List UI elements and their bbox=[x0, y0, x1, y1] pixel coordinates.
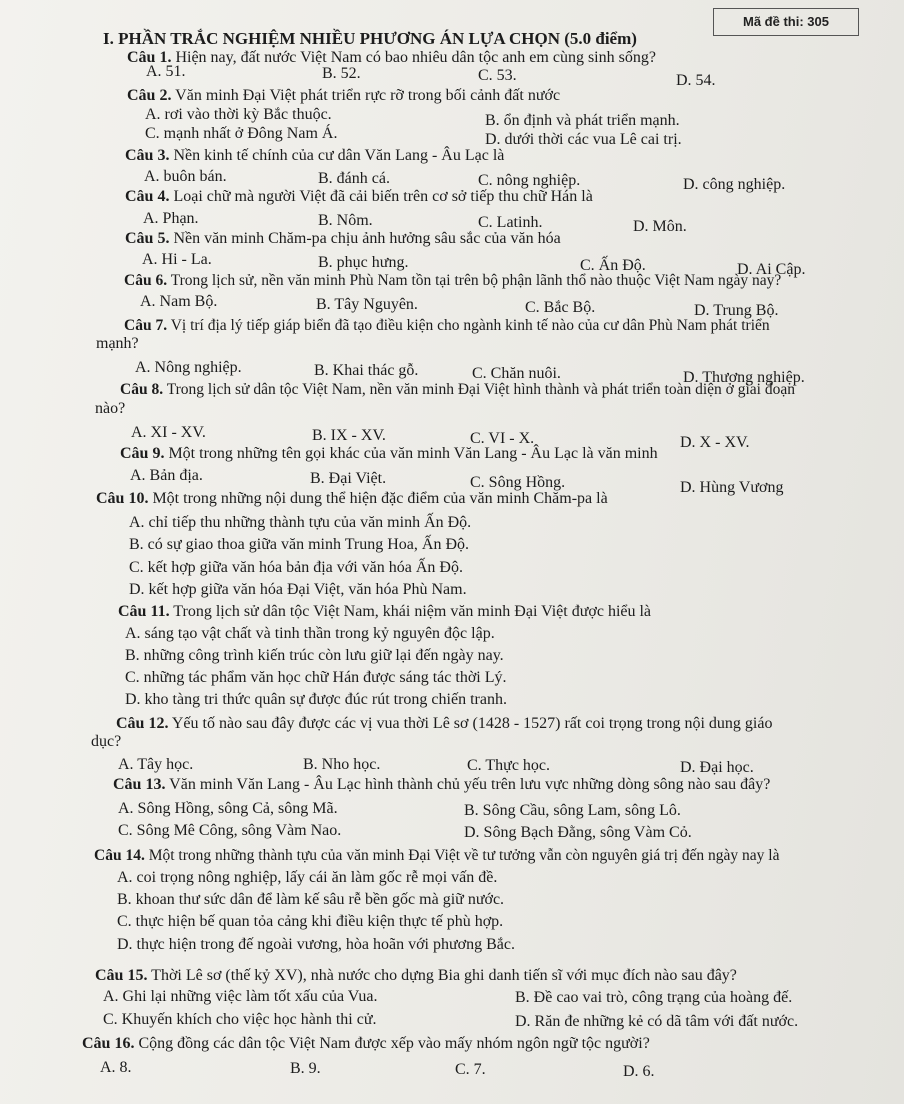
question-number: Câu 10. bbox=[96, 490, 149, 507]
question-7-continued: mạnh? bbox=[96, 335, 139, 352]
option-8b[interactable]: B. IX - XV. bbox=[312, 427, 386, 444]
option-15c[interactable]: C. Khuyến khích cho việc học hành thi cử. bbox=[103, 1011, 377, 1028]
question-number: Câu 1. bbox=[127, 49, 172, 66]
option-11a[interactable]: A. sáng tạo vật chất và tinh thần trong kỷ nguyên độc lập. bbox=[125, 625, 495, 642]
question-number: Câu 11. bbox=[118, 603, 170, 620]
question-number: Câu 2. bbox=[127, 87, 172, 104]
question-text: Một trong những thành tựu của văn minh Đại Việt về tư tưởng vẫn còn nguyên giá trị đến ngày nay là bbox=[148, 847, 780, 864]
option-4a[interactable]: A. Phạn. bbox=[143, 210, 199, 227]
option-6b[interactable]: B. Tây Nguyên. bbox=[316, 296, 418, 313]
option-3a[interactable]: A. buôn bán. bbox=[144, 168, 227, 185]
option-2a[interactable]: A. rơi vào thời kỳ Bắc thuộc. bbox=[145, 106, 332, 123]
question-text: Văn minh Văn Lang - Âu Lạc hình thành chủ yếu trên lưu vực những dòng sông nào sau đây? bbox=[169, 776, 771, 793]
option-6a[interactable]: A. Nam Bộ. bbox=[140, 293, 218, 310]
option-8c[interactable]: C. VI - X. bbox=[470, 430, 535, 447]
question-number: Câu 7. bbox=[124, 317, 168, 334]
question-number: Câu 5. bbox=[125, 230, 170, 247]
option-11b[interactable]: B. những công trình kiến trúc còn lưu giữ lại đến ngày nay. bbox=[125, 647, 504, 664]
option-10b[interactable]: B. có sự giao thoa giữa văn minh Trung Hoa, Ấn Độ. bbox=[129, 536, 469, 553]
question-1 bbox=[127, 48, 656, 67]
option-2c[interactable]: C. mạnh nhất ở Đông Nam Á. bbox=[145, 125, 338, 142]
question-number: Câu 12. bbox=[116, 715, 169, 732]
question-number: Câu 16. bbox=[82, 1035, 135, 1052]
question-12 bbox=[116, 714, 772, 733]
option-15a[interactable]: A. Ghi lại những việc làm tốt xấu của Vua. bbox=[103, 988, 378, 1005]
question-7 bbox=[124, 316, 770, 335]
option-14b[interactable]: B. khoan thư sức dân để làm kế sâu rễ bền gốc mà giữ nước. bbox=[117, 891, 505, 908]
option-16a[interactable]: A. 8. bbox=[100, 1059, 132, 1076]
question-text: Văn minh Đại Việt phát triển rực rỡ trong bối cảnh đất nước bbox=[175, 87, 561, 104]
option-12d[interactable]: D. Đại học. bbox=[680, 759, 754, 776]
option-1d[interactable]: D. 54. bbox=[676, 72, 716, 89]
option-13c[interactable]: C. Sông Mê Công, sông Vàm Nao. bbox=[118, 822, 342, 839]
question-text: Thời Lê sơ (thế kỷ XV), nhà nước cho dựng Bia ghi danh tiến sĩ với mục đích nào sau đây? bbox=[151, 967, 737, 984]
option-12b[interactable]: B. Nho học. bbox=[303, 756, 381, 773]
option-13b[interactable]: B. Sông Cầu, sông Lam, sông Lô. bbox=[464, 802, 681, 819]
option-7c[interactable]: C. Chăn nuôi. bbox=[472, 365, 561, 382]
option-9a[interactable]: A. Bản địa. bbox=[130, 467, 203, 484]
question-13 bbox=[113, 775, 770, 794]
option-9b[interactable]: B. Đại Việt. bbox=[310, 470, 387, 487]
option-4c[interactable]: C. Latinh. bbox=[478, 214, 543, 231]
option-5c[interactable]: C. Ấn Độ. bbox=[580, 257, 646, 274]
option-9d[interactable]: D. Hùng Vương bbox=[680, 479, 784, 496]
option-4b[interactable]: B. Nôm. bbox=[318, 212, 373, 229]
option-16c[interactable]: C. 7. bbox=[455, 1061, 486, 1078]
question-text: Cộng đồng các dân tộc Việt Nam được xếp vào mấy nhóm ngôn ngữ tộc người? bbox=[138, 1035, 650, 1052]
option-10a[interactable]: A. chỉ tiếp thu những thành tựu của văn minh Ấn Độ. bbox=[129, 514, 472, 531]
option-1c[interactable]: C. 53. bbox=[478, 67, 517, 84]
question-number: Câu 8. bbox=[120, 381, 164, 398]
exam-code-box bbox=[713, 8, 859, 36]
option-7a[interactable]: A. Nông nghiệp. bbox=[135, 359, 242, 376]
question-number: Câu 3. bbox=[125, 147, 170, 164]
option-14a[interactable]: A. coi trọng nông nghiệp, lấy cái ăn làm gốc rễ mọi vấn đề. bbox=[117, 869, 498, 886]
question-text: Nền kinh tế chính của cư dân Văn Lang - Âu Lạc là bbox=[173, 147, 505, 164]
question-6 bbox=[124, 271, 781, 290]
option-10c[interactable]: C. kết hợp giữa văn hóa bản địa với văn hóa Ấn Độ. bbox=[129, 559, 463, 576]
question-number: Câu 6. bbox=[124, 272, 168, 289]
option-5a[interactable]: A. Hi - La. bbox=[142, 251, 212, 268]
question-number: Câu 14. bbox=[94, 847, 145, 864]
option-13a[interactable]: A. Sông Hồng, sông Cả, sông Mã. bbox=[118, 800, 338, 817]
question-number: Câu 4. bbox=[125, 188, 170, 205]
option-7d[interactable]: D. Thương nghiệp. bbox=[683, 369, 805, 386]
option-3d[interactable]: D. công nghiệp. bbox=[683, 176, 786, 193]
option-14d[interactable]: D. thực hiện trong đế ngoài vương, hòa hoãn với phương Bắc. bbox=[117, 936, 515, 953]
question-8 bbox=[120, 380, 795, 399]
question-text: Yếu tố nào sau đây được các vị vua thời Lê sơ (1428 - 1527) rất coi trọng trong nội dung giáo bbox=[171, 715, 773, 732]
option-2b[interactable]: B. ổn định và phát triển mạnh. bbox=[485, 112, 680, 129]
option-9c[interactable]: C. Sông Hồng. bbox=[470, 474, 566, 491]
question-3 bbox=[125, 146, 504, 165]
question-12-continued: dục? bbox=[91, 733, 122, 750]
option-12a[interactable]: A. Tây học. bbox=[118, 756, 194, 773]
question-10 bbox=[96, 489, 608, 508]
option-5b[interactable]: B. phục hưng. bbox=[318, 254, 409, 271]
question-9 bbox=[120, 444, 658, 463]
option-7b[interactable]: B. Khai thác gỗ. bbox=[314, 362, 419, 379]
question-8-continued: nào? bbox=[95, 400, 126, 417]
option-3b[interactable]: B. đánh cá. bbox=[318, 170, 390, 187]
question-number: Câu 13. bbox=[113, 776, 166, 793]
question-15 bbox=[95, 966, 737, 985]
option-8a[interactable]: A. XI - XV. bbox=[131, 424, 206, 441]
option-2d[interactable]: D. dưới thời các vua Lê cai trị. bbox=[485, 131, 682, 148]
question-text: Một trong những nội dung thể hiện đặc điểm của văn minh Chăm-pa là bbox=[152, 490, 608, 507]
option-5d[interactable]: D. Ai Cập. bbox=[737, 261, 806, 278]
option-13d[interactable]: D. Sông Bạch Đằng, sông Vàm Cỏ. bbox=[464, 824, 692, 841]
option-16b[interactable]: B. 9. bbox=[290, 1060, 321, 1077]
question-4 bbox=[125, 187, 593, 206]
option-16d[interactable]: D. 6. bbox=[623, 1063, 655, 1080]
question-5 bbox=[125, 229, 561, 248]
question-11 bbox=[118, 602, 651, 621]
question-number: Câu 15. bbox=[95, 967, 148, 984]
question-text: Trong lịch sử dân tộc Việt Nam, nền văn minh Đại Việt hình thành và phát triển toàn diện ở giai đoạn bbox=[166, 381, 795, 398]
option-15d[interactable]: D. Răn đe những kẻ có dã tâm với đất nước. bbox=[515, 1013, 799, 1030]
question-number: Câu 9. bbox=[120, 445, 165, 462]
option-1b[interactable]: B. 52. bbox=[322, 65, 361, 82]
question-text: Hiện nay, đất nước Việt Nam có bao nhiêu dân tộc anh em cùng sinh sống? bbox=[175, 49, 656, 66]
question-text: Trong lịch sử, nền văn minh Phù Nam tồn tại trên bộ phận lãnh thổ nào thuộc Việt Nam ngày nay? bbox=[170, 272, 782, 289]
option-11d[interactable]: D. kho tàng tri thức quân sự được đúc rút trong chiến tranh. bbox=[125, 691, 507, 708]
exam-code-label: Mã đề thi: 305 bbox=[743, 14, 829, 29]
question-14 bbox=[94, 846, 779, 865]
option-10d[interactable]: D. kết hợp giữa văn hóa Đại Việt, văn hóa Phù Nam. bbox=[129, 581, 467, 598]
option-15b[interactable]: B. Đề cao vai trò, công trạng của hoàng đế. bbox=[515, 989, 793, 1006]
option-6c[interactable]: C. Bắc Bộ. bbox=[525, 299, 596, 316]
option-1a[interactable]: A. 51. bbox=[146, 63, 186, 80]
option-12c[interactable]: C. Thực học. bbox=[467, 757, 551, 774]
question-2 bbox=[127, 86, 560, 105]
option-6d[interactable]: D. Trung Bộ. bbox=[694, 302, 779, 319]
option-11c[interactable]: C. những tác phẩm văn học chữ Hán được sáng tác thời Lý. bbox=[125, 669, 507, 686]
option-4d[interactable]: D. Môn. bbox=[633, 218, 687, 235]
question-text: Trong lịch sử dân tộc Việt Nam, khái niệm văn minh Đại Việt được hiểu là bbox=[173, 603, 652, 620]
question-text: Vị trí địa lý tiếp giáp biển đã tạo điều kiện cho ngành kinh tế nào của cư dân Phù Nam phát triển bbox=[170, 317, 770, 334]
question-text: Nền văn minh Chăm-pa chịu ảnh hưởng sâu sắc của văn hóa bbox=[173, 230, 561, 247]
section-title: I. PHẦN TRẮC NGHIỆM NHIỀU PHƯƠNG ÁN LỰA CHỌN (5.0 điểm) bbox=[103, 29, 637, 48]
option-8d[interactable]: D. X - XV. bbox=[680, 434, 750, 451]
option-3c[interactable]: C. nông nghiệp. bbox=[478, 172, 581, 189]
question-text: Một trong những tên gọi khác của văn minh Văn Lang - Âu Lạc là văn minh bbox=[168, 445, 658, 462]
option-14c[interactable]: C. thực hiện bế quan tỏa cảng khi điều kiện thực tế phù hợp. bbox=[117, 913, 504, 930]
question-16 bbox=[82, 1034, 650, 1053]
question-text: Loại chữ mà người Việt đã cải biến trên cơ sở tiếp thu chữ Hán là bbox=[173, 188, 593, 205]
